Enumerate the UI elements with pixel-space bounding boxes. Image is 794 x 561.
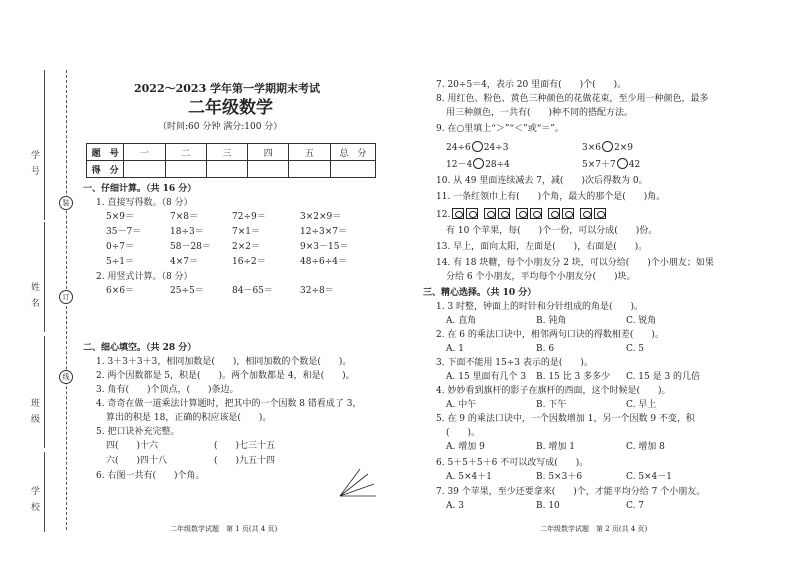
calc-r1c1: 5×9＝ — [106, 212, 134, 222]
sec2-q4-line1: 4. 奇奇在做一道乘法计算题时，把其中的一个因数 8 错看成了 3， — [96, 399, 362, 409]
choice-q5-line2: ( )。 — [446, 428, 481, 438]
choice-q1-a[interactable]: A. 直角 — [446, 316, 477, 326]
score-cell-1[interactable] — [124, 161, 165, 178]
score-header-total: 总 分 — [330, 144, 375, 161]
score-header-label: 题 号 — [87, 144, 124, 161]
compare-2-left: 3×6 — [582, 143, 601, 153]
fill-q12-text: 有 10 个苹果，每( )个一份，可以分成( )份。 — [446, 226, 658, 236]
compare-1-left: 24÷6 — [446, 143, 471, 153]
sec2-q6: 6. 右图一共有( )个角。 — [96, 471, 205, 481]
exam-title: 2022～2023 学年第一学期期末考试 — [134, 82, 321, 95]
compare-4 — [582, 158, 640, 171]
compare-3-left: 12－4 — [446, 160, 473, 170]
binding-hole-2: 订 — [59, 290, 73, 304]
score-cell-4[interactable] — [248, 161, 289, 178]
footer-page1: 二年级数学试题 第 1 页(共 4 页) — [170, 525, 278, 533]
choice-q5-c[interactable]: C. 增加 8 — [626, 442, 665, 452]
apple-row — [452, 208, 608, 219]
fill-q14-line2: 分给 6 个小朋友，平均每个小朋友分( )块。 — [446, 272, 636, 282]
label-class: 班 级 — [29, 398, 39, 425]
fill-q10: 10. 从 49 里面连续减去 7，减( )次后得数为 0。 — [436, 176, 648, 186]
compare-2 — [582, 141, 633, 154]
binding-hole-1: 装 — [59, 196, 73, 210]
score-row-label: 得 分 — [87, 161, 124, 178]
choice-q2-a[interactable]: A. 1 — [446, 344, 464, 354]
compare-3-right: 28÷4 — [485, 160, 510, 170]
binding-hole-3: 线 — [59, 370, 73, 384]
fill-q14-line1: 14. 有 18 块糖，每个小朋友分 2 块，可以分给( )个小朋友；如果 — [436, 258, 714, 268]
choice-q6: 6. 5＋5＋5＋6 不可以改写成( )。 — [436, 458, 589, 468]
calc-r1c2: 7×8＝ — [170, 212, 198, 222]
choice-q2: 2. 在 6 的乘法口诀中，相邻两句口诀的得数相差( )。 — [436, 330, 664, 340]
score-header-3: 三 — [206, 144, 247, 161]
score-table — [86, 143, 376, 178]
subject-title: 二年级数学 — [188, 98, 273, 118]
calc-r4c2: 4×7＝ — [170, 257, 198, 267]
fill-q12-number: 12. — [436, 210, 451, 220]
choice-q5-line1: 5. 在 9 的乘法口诀中，一个因数增加 1，另一个因数 9 不变，积 — [436, 414, 695, 424]
apple-icon — [484, 208, 496, 219]
vert-calc-4: 32÷8＝ — [300, 286, 334, 296]
choice-q3-b[interactable]: B. 15 比 3 多多少 — [536, 372, 611, 382]
compare-circle-3[interactable] — [473, 158, 484, 169]
choice-q6-b[interactable]: B. 5×3＋6 — [536, 472, 583, 482]
calc-r3c4: 9×3－15＝ — [300, 242, 349, 252]
calc-r3c2: 58－28＝ — [170, 242, 211, 252]
section1-title: 一、仔细计算。（共 16 分） — [83, 184, 197, 194]
student-number-line[interactable] — [44, 70, 45, 220]
choice-q7-c[interactable]: C. 7 — [626, 501, 645, 511]
choice-q6-c[interactable]: C. 5×4－1 — [626, 472, 673, 482]
rhyme-2: ( )七三十五 — [214, 441, 276, 451]
calc-r3c3: 2×2＝ — [232, 242, 260, 252]
choice-q4-b[interactable]: B. 下午 — [536, 400, 567, 410]
sec2-q5: 5. 把口诀补充完整。 — [96, 427, 180, 437]
compare-3 — [446, 158, 510, 171]
label-student-name: 姓 名 — [29, 282, 39, 309]
apple-icon — [548, 208, 560, 219]
sec2-q1: 1. 3＋3＋3＋3，相同加数是( )，相同加数的个数是( )。 — [96, 357, 352, 367]
section2-title: 二、细心填空。（共 28 分） — [83, 343, 197, 353]
sec1-q2: 2. 用竖式计算。（8 分） — [96, 272, 193, 282]
score-cell-2[interactable] — [165, 161, 206, 178]
vert-calc-2: 25÷5＝ — [170, 286, 204, 296]
score-header-2: 二 — [165, 144, 206, 161]
calc-r2c3: 7×1＝ — [232, 227, 260, 237]
apple-icon — [466, 208, 478, 219]
score-header-5: 五 — [289, 144, 330, 161]
choice-q3-a[interactable]: A. 15 里面有几个 3 — [446, 372, 527, 382]
fill-q8-line1: 8. 用红色、粉色、黄色三种颜色的花做花束，至少用一种颜色，最多 — [436, 94, 709, 104]
calc-r2c4: 12÷3×7＝ — [300, 227, 347, 237]
fill-q13: 13. 早上，面向太阳，左面是( )，右面是( )。 — [436, 242, 648, 252]
fill-q9: 9. 在○里填上“＞”“＜”或“＝”。 — [436, 124, 564, 134]
choice-q5-a[interactable]: A. 增加 9 — [446, 442, 485, 452]
compare-1-right: 24÷3 — [483, 143, 509, 153]
section3-title: 三、精心选择。（共 10 分） — [423, 288, 537, 298]
angle-ray-2 — [340, 484, 374, 496]
compare-1 — [446, 141, 508, 154]
vert-calc-1: 6×6＝ — [106, 286, 134, 296]
compare-2-right: 2×9 — [614, 143, 633, 153]
calc-r3c1: 0÷7＝ — [106, 242, 134, 252]
choice-q7-b[interactable]: B. 10 — [536, 501, 560, 511]
sec2-q2: 2. 两个因数都是 5，积是( )。两个加数都是 4，和是( )。 — [96, 371, 355, 381]
apple-icon — [530, 208, 542, 219]
calc-r1c4: 3×2×9＝ — [300, 212, 342, 222]
rhyme-1: 四( )十六 — [106, 441, 159, 451]
apple-icon — [452, 208, 464, 219]
rhyme-4: ( )九五十四 — [214, 456, 276, 466]
rhyme-3: 六( )四十八 — [106, 456, 168, 466]
sec1-q1: 1. 直接写得数。（8 分） — [96, 198, 193, 208]
apple-icon — [562, 208, 574, 219]
choice-q3: 3. 下面不能用 15÷3 表示的是( )。 — [436, 358, 593, 368]
footer-page2: 二年级数学试题 第 2 页(共 4 页) — [540, 525, 648, 533]
compare-circle-1[interactable] — [472, 141, 483, 152]
score-cell-total[interactable] — [330, 161, 375, 178]
score-cell-3[interactable] — [206, 161, 247, 178]
choice-q7: 7. 39 个苹果，至少还要拿来( )个，才能平均分给 7 个小朋友。 — [436, 487, 706, 497]
school-line[interactable] — [44, 452, 45, 532]
score-cell-5[interactable] — [289, 161, 330, 178]
choice-q2-c[interactable]: C. 5 — [626, 344, 645, 354]
choice-q4: 4. 妙妙看到旗杆的影子在旗杆的西面，这个时候是( )。 — [436, 386, 671, 396]
sec2-q3: 3. 角有( )个顶点，( )条边。 — [96, 385, 239, 395]
apple-icon — [498, 208, 510, 219]
apple-icon — [594, 208, 606, 219]
calc-r2c1: 35－7＝ — [106, 227, 142, 237]
calc-r4c3: 16÷2＝ — [232, 257, 266, 267]
choice-q6-a[interactable]: A. 5×4＋1 — [446, 472, 492, 482]
compare-circle-2[interactable] — [602, 141, 613, 152]
student-name-line[interactable] — [44, 222, 45, 332]
calc-r1c3: 72÷9＝ — [232, 212, 266, 222]
fill-q8-line2: 用三种颜色，一共有( )种不同的搭配方法。 — [446, 108, 634, 118]
choice-q4-a[interactable]: A. 中午 — [446, 400, 477, 410]
class-line[interactable] — [44, 336, 45, 448]
compare-4-left: 5×7＋7 — [582, 160, 616, 170]
compare-4-right: 42 — [628, 160, 641, 170]
calc-r4c4: 48÷6÷4＝ — [300, 257, 347, 267]
choice-q4-c[interactable]: C. 早上 — [626, 400, 657, 410]
fill-q7: 7. 20÷5＝4，表示 20 里面有( )个( )。 — [436, 80, 627, 90]
apple-icon — [516, 208, 528, 219]
fill-q11: 11. 一条红领巾上有( )个角，最大的那个是( )角。 — [436, 192, 666, 202]
angle-figure — [338, 468, 378, 498]
choice-q1-b[interactable]: B. 钝角 — [536, 316, 567, 326]
choice-q5-b[interactable]: B. 增加 1 — [536, 442, 575, 452]
sec2-q4-line2: 算出的积是 18，正确的积应该是( )。 — [106, 413, 272, 423]
calc-r4c1: 5÷1＝ — [106, 257, 134, 267]
choice-q3-c[interactable]: C. 15 是 3 的几倍 — [626, 372, 701, 382]
label-student-number: 学 号 — [29, 150, 39, 177]
exam-info: （时间:60 分钟 满分:100 分） — [158, 122, 283, 132]
choice-q7-a[interactable]: A. 3 — [446, 501, 464, 511]
score-header-1: 一 — [124, 144, 165, 161]
label-school: 学 校 — [29, 486, 39, 513]
apple-icon — [580, 208, 592, 219]
choice-q1-c[interactable]: C. 锐角 — [626, 316, 657, 326]
choice-q1: 1. 3 时整，钟面上的时针和分针组成的角是( )。 — [436, 302, 644, 312]
vert-calc-3: 84－65＝ — [232, 286, 273, 296]
score-header-4: 四 — [248, 144, 289, 161]
calc-r2c2: 18÷3＝ — [170, 227, 204, 237]
compare-circle-4[interactable] — [617, 158, 628, 169]
choice-q2-b[interactable]: B. 6 — [536, 344, 555, 354]
